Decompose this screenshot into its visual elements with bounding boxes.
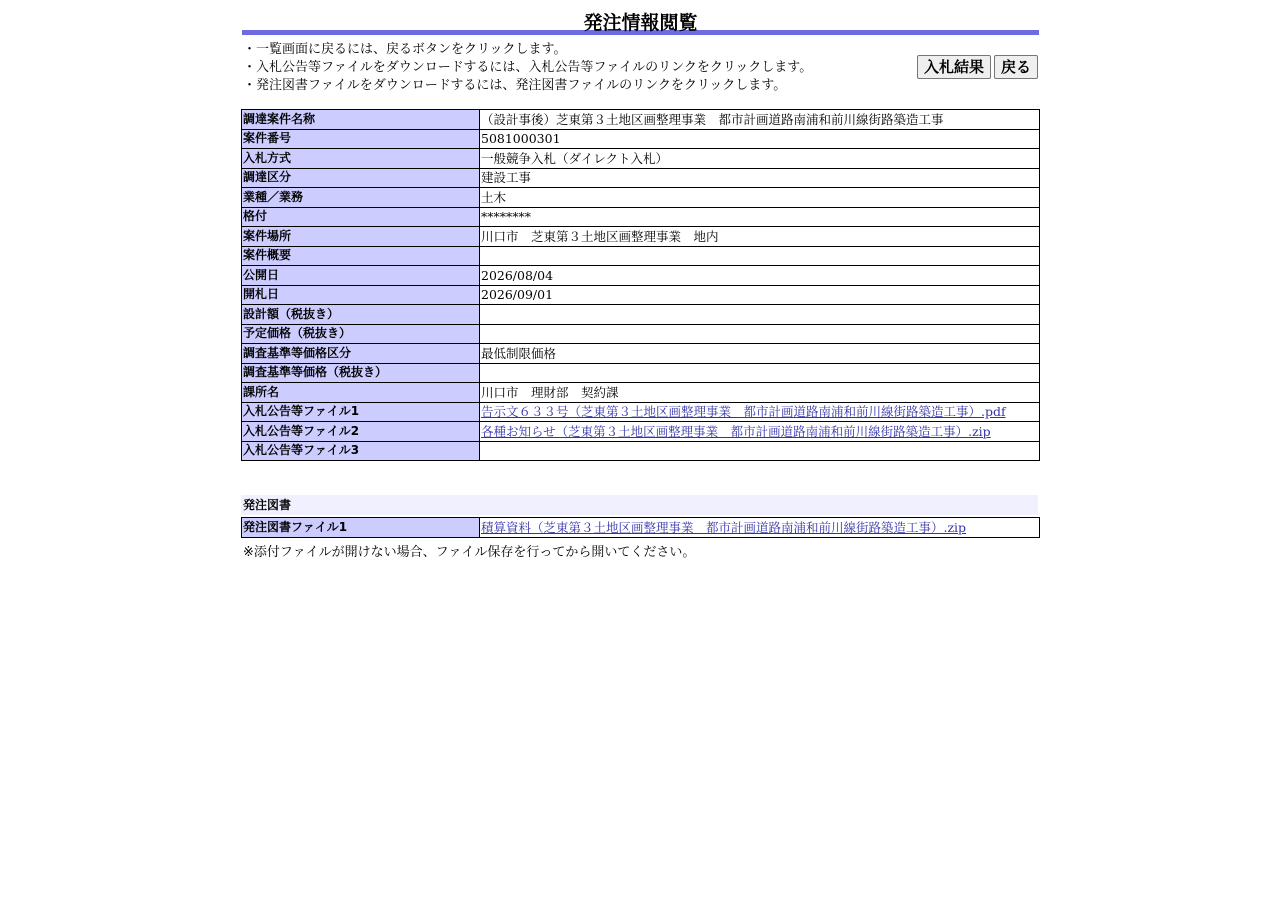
instruction-list (243, 41, 812, 95)
row-value (480, 402, 1040, 422)
table-row (242, 324, 1040, 344)
row-value: 5081000301 (480, 129, 1040, 149)
row-label: 案件概要 (242, 246, 480, 266)
page-title: 発注情報閲覧 (583, 12, 698, 34)
table-row (242, 305, 1040, 325)
table-row (242, 518, 1040, 538)
notice-file-1-link[interactable]: 告示文６３３号（芝東第３土地区画整理事業 都市計画道路南浦和前川線街路築造工事）.pdf (481, 404, 1006, 420)
notice-file-2-link[interactable]: 各種お知らせ（芝東第３土地区画整理事業 都市計画道路南浦和前川線街路築造工事）.zip (481, 423, 991, 439)
table-row (242, 402, 1040, 422)
table-row (242, 188, 1040, 208)
row-label: 格付 (242, 207, 480, 227)
instructions-panel (241, 35, 1040, 109)
row-label: 入札公告等ファイル1 (242, 402, 480, 422)
row-value: ******** (480, 207, 1040, 227)
table-row (242, 168, 1040, 188)
row-label: 設計額（税抜き） (242, 305, 480, 325)
table-row (242, 422, 1040, 442)
row-label: 調達案件名称 (242, 110, 480, 130)
row-label: 開札日 (242, 285, 480, 305)
row-value: 一般競争入札（ダイレクト入札） (480, 149, 1040, 169)
row-label: 調達区分 (242, 168, 480, 188)
table-row (242, 383, 1040, 403)
row-value (480, 324, 1040, 344)
row-label: 公開日 (242, 266, 480, 286)
table-row (242, 110, 1040, 130)
row-label: 発注図書ファイル1 (242, 518, 480, 538)
row-label: 予定価格（税抜き） (242, 324, 480, 344)
section-header: 発注図書 (241, 495, 1038, 515)
row-value (480, 305, 1040, 325)
table-row (242, 149, 1040, 169)
row-value (480, 246, 1040, 266)
instruction-line: ・一覧画面に戻るには、戻るボタンをクリックします。 (243, 42, 567, 57)
row-value: 川口市 理財部 契約課 (480, 383, 1040, 403)
row-value: 建設工事 (480, 168, 1040, 188)
page-container (241, 0, 1040, 560)
drawing-file-1-link[interactable]: 積算資料（芝東第３土地区画整理事業 都市計画道路南浦和前川線街路築造工事）.zip (481, 519, 967, 535)
row-value: （設計事後）芝東第３土地区画整理事業 都市計画道路南浦和前川線街路築造工事 (480, 110, 1040, 130)
row-label: 業種／業務 (242, 188, 480, 208)
row-value: 川口市 芝東第３土地区画整理事業 地内 (480, 227, 1040, 247)
row-value (480, 363, 1040, 383)
table-row (242, 363, 1040, 383)
row-label: 案件場所 (242, 227, 480, 247)
drawings-table (241, 517, 1040, 538)
row-label: 入札公告等ファイル3 (242, 441, 480, 461)
row-value: 最低制限価格 (480, 344, 1040, 364)
row-value (480, 441, 1040, 461)
action-buttons (917, 55, 1038, 79)
details-table (241, 109, 1040, 461)
table-row (242, 207, 1040, 227)
row-label: 入札方式 (242, 149, 480, 169)
table-row (242, 129, 1040, 149)
row-value (480, 518, 1040, 538)
row-label: 調査基準等価格（税抜き） (242, 363, 480, 383)
table-row (242, 441, 1040, 461)
bid-results-button[interactable]: 入札結果 (917, 55, 991, 79)
table-row (242, 227, 1040, 247)
row-value: 2026/08/04 (480, 266, 1040, 286)
table-row (242, 266, 1040, 286)
row-value: 2026/09/01 (480, 285, 1040, 305)
attachment-note: ※添付ファイルが開けない場合、ファイル保存を行ってから開いてください。 (243, 544, 696, 560)
row-value: 土木 (480, 188, 1040, 208)
table-row (242, 246, 1040, 266)
row-label: 調査基準等価格区分 (242, 344, 480, 364)
table-row (242, 285, 1040, 305)
row-value (480, 422, 1040, 442)
table-row (242, 344, 1040, 364)
back-button[interactable]: 戻る (994, 55, 1038, 79)
instruction-line: ・発注図書ファイルをダウンロードするには、発注図書ファイルのリンクをクリックします。 (243, 78, 787, 93)
row-label: 案件番号 (242, 129, 480, 149)
instruction-line: ・入札公告等ファイルをダウンロードするには、入札公告等ファイルのリンクをクリックします。 (243, 60, 813, 75)
row-label: 課所名 (242, 383, 480, 403)
row-label: 入札公告等ファイル2 (242, 422, 480, 442)
